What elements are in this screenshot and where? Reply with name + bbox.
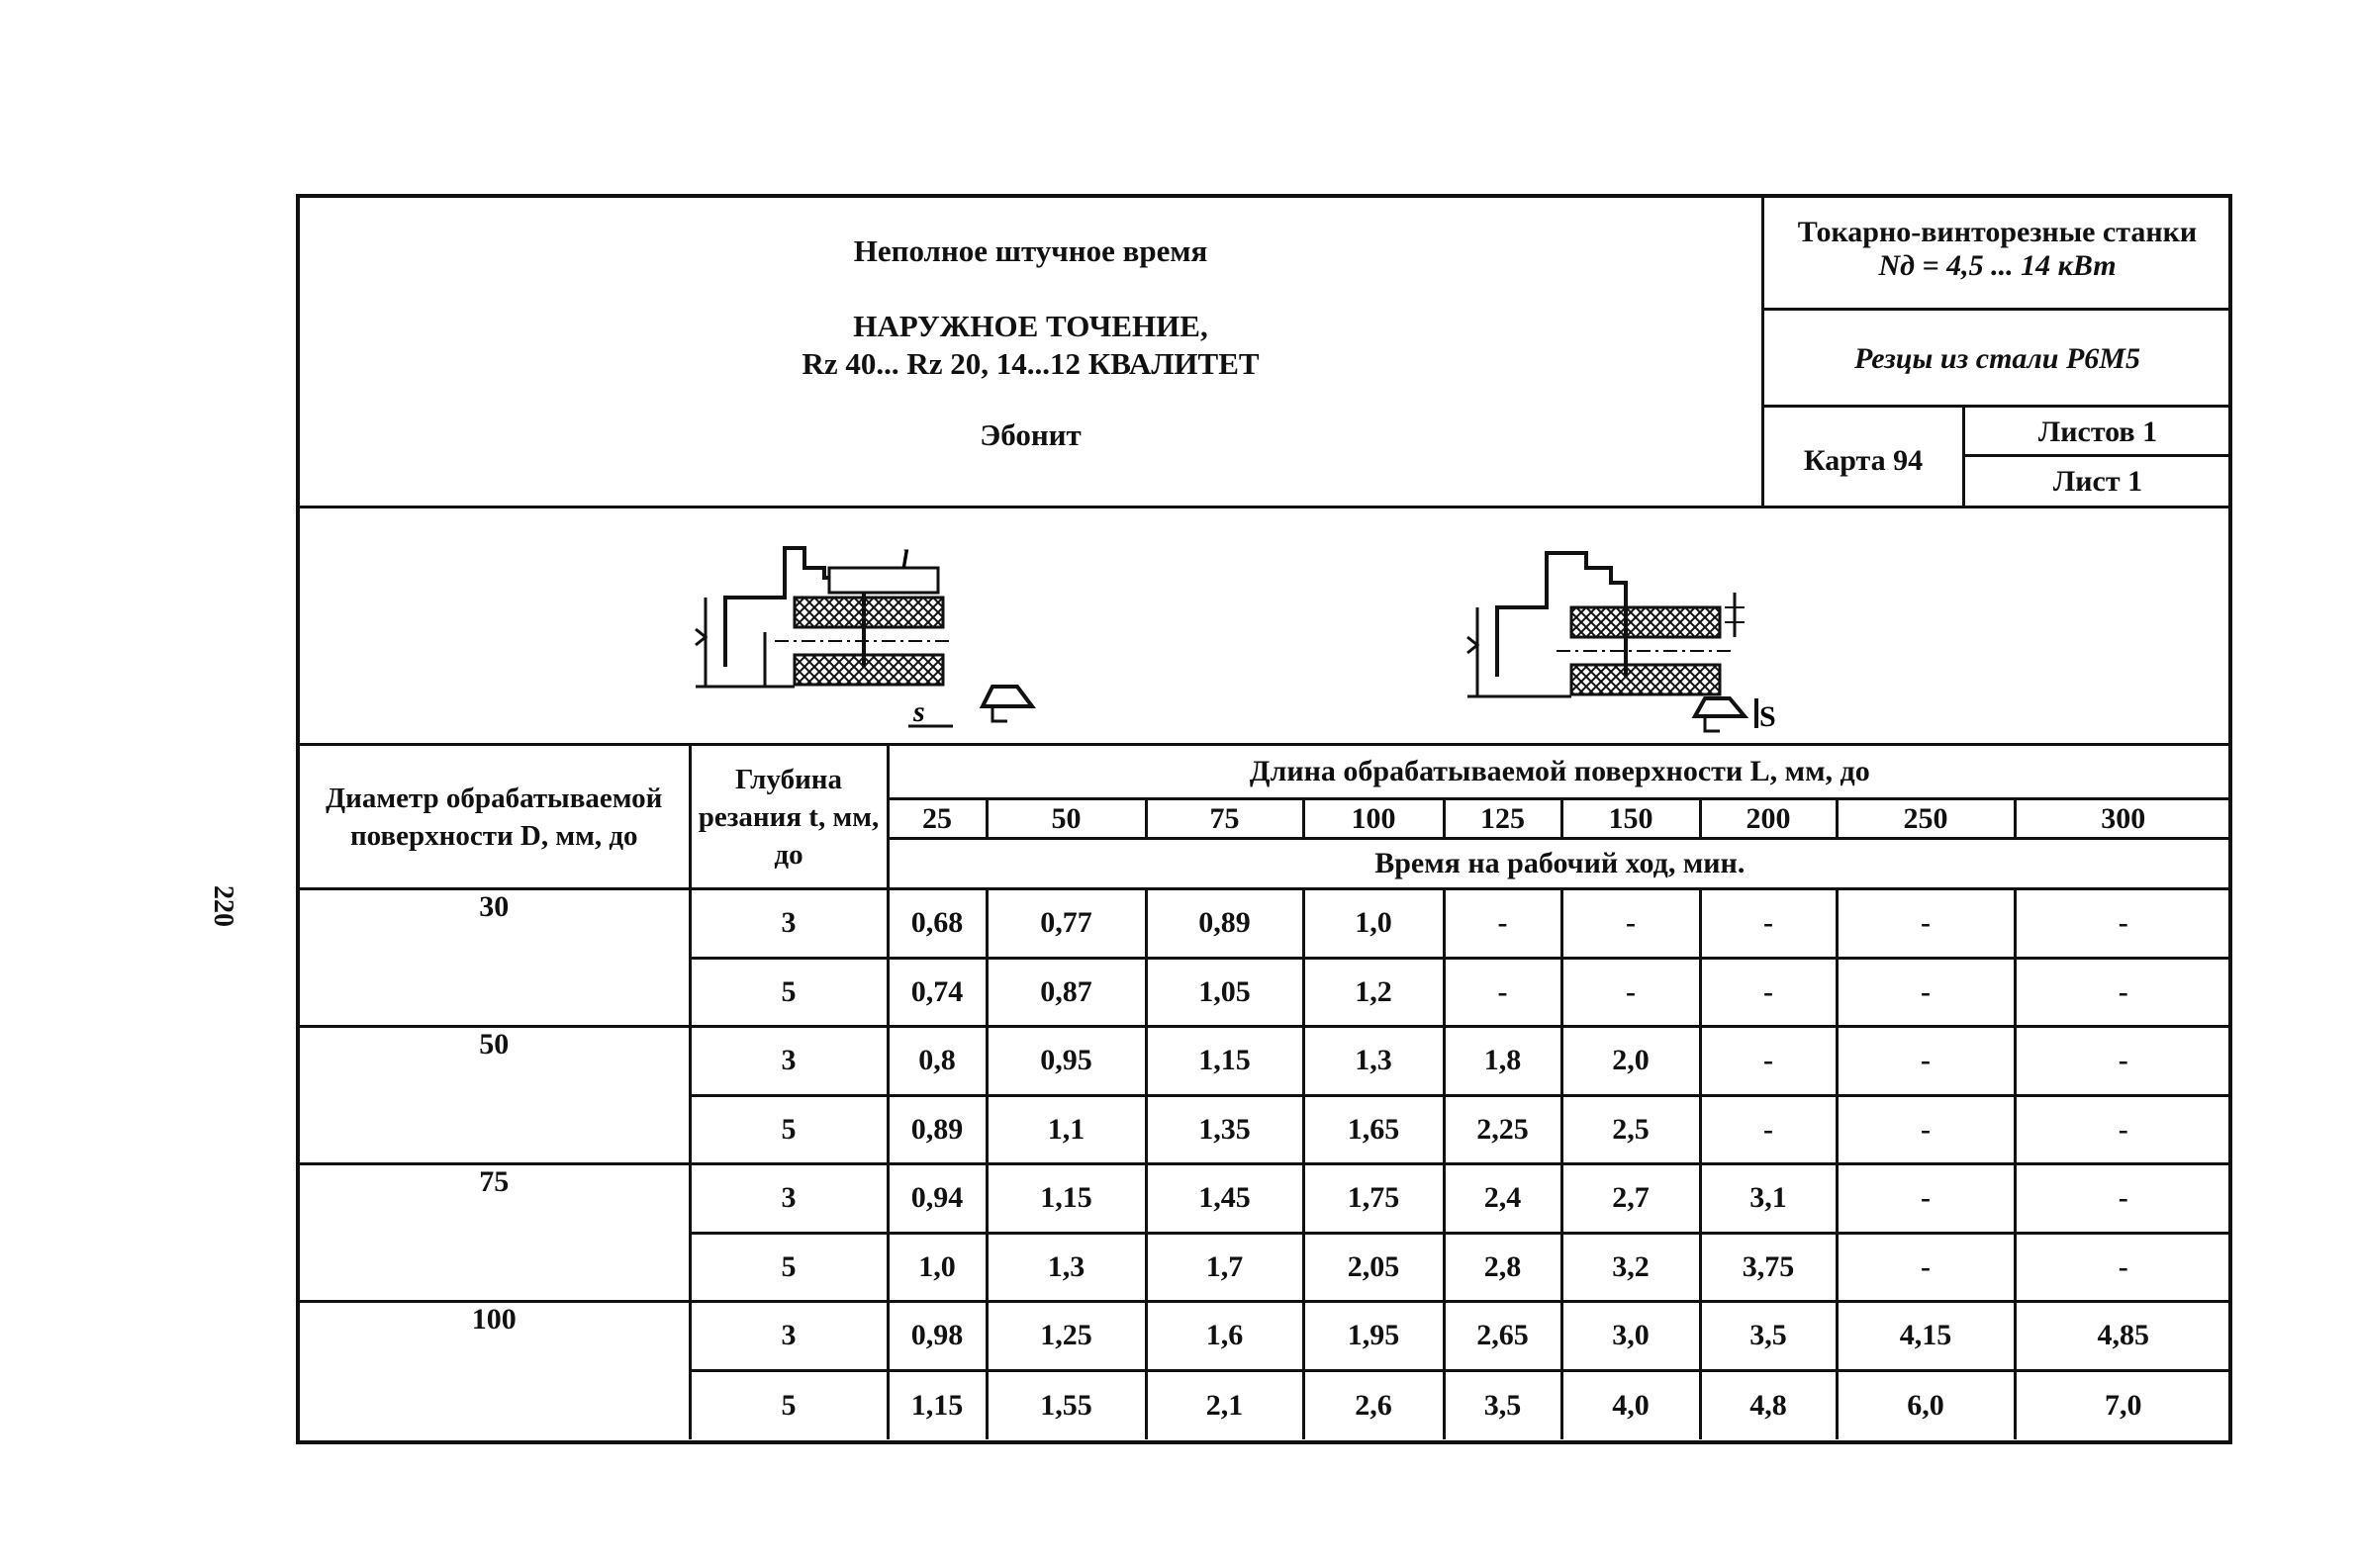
- time-value-cell: -: [1444, 958, 1561, 1027]
- time-value-cell: 3,75: [1700, 1233, 1837, 1302]
- length-value-0: 25: [888, 799, 987, 839]
- card-header: [300, 198, 2228, 508]
- time-value-cell: -: [1700, 1027, 1837, 1096]
- time-value-cell: 1,0: [888, 1233, 987, 1302]
- right-sketch-label-s: S: [1759, 700, 1776, 733]
- time-value-cell: 1,65: [1303, 1095, 1444, 1164]
- time-value-cell: 3,0: [1561, 1302, 1700, 1371]
- time-value-cell: 1,6: [1146, 1302, 1303, 1371]
- time-value-cell: 2,65: [1444, 1302, 1561, 1371]
- time-value-cell: 2,6: [1303, 1370, 1444, 1439]
- time-value-cell: 3,5: [1444, 1370, 1561, 1439]
- right-sketch-diagram: [1438, 538, 1873, 736]
- left-sketch-diagram: [666, 538, 1082, 736]
- time-value-cell: -: [2015, 958, 2230, 1027]
- time-value-cell: 0,89: [1146, 889, 1303, 959]
- time-value-cell: 4,8: [1700, 1370, 1837, 1439]
- time-value-cell: 2,7: [1561, 1164, 1700, 1234]
- time-value-cell: -: [1837, 889, 2015, 959]
- table-row: [300, 1302, 2230, 1371]
- table-row: [300, 1027, 2230, 1096]
- table-row: [300, 1095, 2230, 1164]
- time-value-cell: -: [1837, 1095, 2015, 1164]
- time-value-cell: 1,15: [987, 1164, 1146, 1234]
- card-number: Карта 94: [1764, 408, 1965, 506]
- depth-cell: 3: [690, 1302, 888, 1371]
- length-value-5: 150: [1561, 799, 1700, 839]
- cutters-cell: Резцы из стали Р6М5: [1764, 311, 2230, 408]
- length-value-8: 300: [2015, 799, 2230, 839]
- time-value-cell: 0,95: [987, 1027, 1146, 1096]
- depth-cell: 5: [690, 1095, 888, 1164]
- depth-cell: 5: [690, 1370, 888, 1439]
- depth-cell: 3: [690, 1027, 888, 1096]
- table-row: [300, 958, 2230, 1027]
- length-value-7: 250: [1837, 799, 2015, 839]
- time-value-cell: 4,0: [1561, 1370, 1700, 1439]
- diameter-cell: [300, 1370, 690, 1439]
- header-material: Эбонит: [980, 417, 1082, 452]
- time-value-cell: 3,1: [1700, 1164, 1837, 1234]
- time-value-cell: 0,74: [888, 958, 987, 1027]
- time-value-cell: -: [1837, 1164, 2015, 1234]
- time-value-cell: 4,85: [2015, 1302, 2230, 1371]
- time-value-cell: 1,05: [1146, 958, 1303, 1027]
- sheets-total: Листов 1: [1965, 408, 2230, 457]
- time-value-cell: 1,3: [987, 1233, 1146, 1302]
- table-row: [300, 1164, 2230, 1234]
- diameter-cell: [300, 958, 690, 1027]
- time-value-cell: 1,95: [1303, 1302, 1444, 1371]
- card-frame: [296, 194, 2232, 1444]
- time-value-cell: -: [1700, 889, 1837, 959]
- table-row: [300, 1233, 2230, 1302]
- sheet-number: Лист 1: [2052, 465, 2143, 498]
- header-title-block: [300, 198, 1764, 506]
- time-value-cell: -: [2015, 1027, 2230, 1096]
- time-value-cell: 6,0: [1837, 1370, 2015, 1439]
- column-header-depth: Глубина резания t, мм, до: [690, 746, 888, 889]
- depth-cell: 3: [690, 889, 888, 959]
- time-value-cell: 7,0: [2015, 1370, 2230, 1439]
- page-number: 220: [208, 885, 238, 927]
- time-value-cell: 2,1: [1146, 1370, 1303, 1439]
- depth-cell: 5: [690, 958, 888, 1027]
- time-value-cell: 4,15: [1837, 1302, 2015, 1371]
- time-value-cell: -: [1837, 958, 2015, 1027]
- time-value-cell: 2,0: [1561, 1027, 1700, 1096]
- time-value-cell: 2,25: [1444, 1095, 1561, 1164]
- time-value-cell: -: [1561, 889, 1700, 959]
- diameter-cell: 50: [300, 1027, 690, 1096]
- time-value-cell: 1,1: [987, 1095, 1146, 1164]
- table-row: [300, 889, 2230, 959]
- length-value-3: 100: [1303, 799, 1444, 839]
- time-value-cell: -: [2015, 889, 2230, 959]
- column-header-time: Время на рабочий ход, мин.: [888, 839, 2230, 889]
- table-row: [300, 1370, 2230, 1439]
- machines-power: Nд = 4,5 ... 14 кВт: [1878, 249, 2117, 282]
- time-value-cell: 1,55: [987, 1370, 1146, 1439]
- length-value-1: 50: [987, 799, 1146, 839]
- left-sketch-label-l: l: [901, 545, 909, 574]
- time-value-cell: 0,89: [888, 1095, 987, 1164]
- diameter-cell: 100: [300, 1302, 690, 1371]
- time-value-cell: 0,94: [888, 1164, 987, 1234]
- time-value-cell: -: [2015, 1233, 2230, 1302]
- time-value-cell: 0,98: [888, 1302, 987, 1371]
- time-value-cell: -: [2015, 1095, 2230, 1164]
- time-value-cell: -: [1837, 1233, 2015, 1302]
- time-value-cell: -: [1700, 958, 1837, 1027]
- time-value-cell: 0,68: [888, 889, 987, 959]
- time-norms-table: [300, 746, 2230, 1439]
- time-value-cell: -: [1444, 889, 1561, 959]
- time-value-cell: 2,4: [1444, 1164, 1561, 1234]
- time-value-cell: 1,7: [1146, 1233, 1303, 1302]
- time-value-cell: 1,15: [888, 1370, 987, 1439]
- time-value-cell: -: [1837, 1027, 2015, 1096]
- time-value-cell: -: [1700, 1095, 1837, 1164]
- time-value-cell: 1,2: [1303, 958, 1444, 1027]
- time-value-cell: 1,8: [1444, 1027, 1561, 1096]
- left-sketch-label-s: s: [913, 695, 925, 728]
- header-title: НАРУЖНОЕ ТОЧЕНИЕ,: [853, 309, 1208, 343]
- time-value-cell: 1,15: [1146, 1027, 1303, 1096]
- time-value-cell: 2,05: [1303, 1233, 1444, 1302]
- time-value-cell: 1,3: [1303, 1027, 1444, 1096]
- time-value-cell: -: [2015, 1164, 2230, 1234]
- time-value-cell: 2,8: [1444, 1233, 1561, 1302]
- time-value-cell: 1,45: [1146, 1164, 1303, 1234]
- time-value-cell: 0,77: [987, 889, 1146, 959]
- time-value-cell: 1,25: [987, 1302, 1146, 1371]
- length-value-2: 75: [1146, 799, 1303, 839]
- time-value-cell: 2,5: [1561, 1095, 1700, 1164]
- sketch-area: [300, 508, 2228, 746]
- time-value-cell: -: [1561, 958, 1700, 1027]
- diameter-cell: [300, 1095, 690, 1164]
- time-value-cell: 0,8: [888, 1027, 987, 1096]
- machines-cell: [1764, 198, 2230, 311]
- length-value-4: 125: [1444, 799, 1561, 839]
- diameter-cell: 30: [300, 889, 690, 959]
- time-value-cell: 1,0: [1303, 889, 1444, 959]
- header-info-block: [1764, 198, 2230, 506]
- header-subtitle: Неполное штучное время: [853, 233, 1208, 268]
- diameter-cell: [300, 1233, 690, 1302]
- column-header-diameter: Диаметр обрабатываемой поверхности D, мм, до: [300, 746, 690, 889]
- time-value-cell: 3,2: [1561, 1233, 1700, 1302]
- depth-cell: 3: [690, 1164, 888, 1234]
- length-value-6: 200: [1700, 799, 1837, 839]
- depth-cell: 5: [690, 1233, 888, 1302]
- column-header-length: Длина обрабатываемой поверхности L, мм, до: [888, 746, 2230, 799]
- time-value-cell: 1,35: [1146, 1095, 1303, 1164]
- diameter-cell: 75: [300, 1164, 690, 1234]
- header-roughness: Rz 40... Rz 20, 14...12 КВАЛИТЕТ: [802, 346, 1260, 381]
- machines-type: Токарно-винторезные станки: [1797, 216, 2198, 248]
- time-value-cell: 1,75: [1303, 1164, 1444, 1234]
- time-value-cell: 0,87: [987, 958, 1146, 1027]
- time-value-cell: 3,5: [1700, 1302, 1837, 1371]
